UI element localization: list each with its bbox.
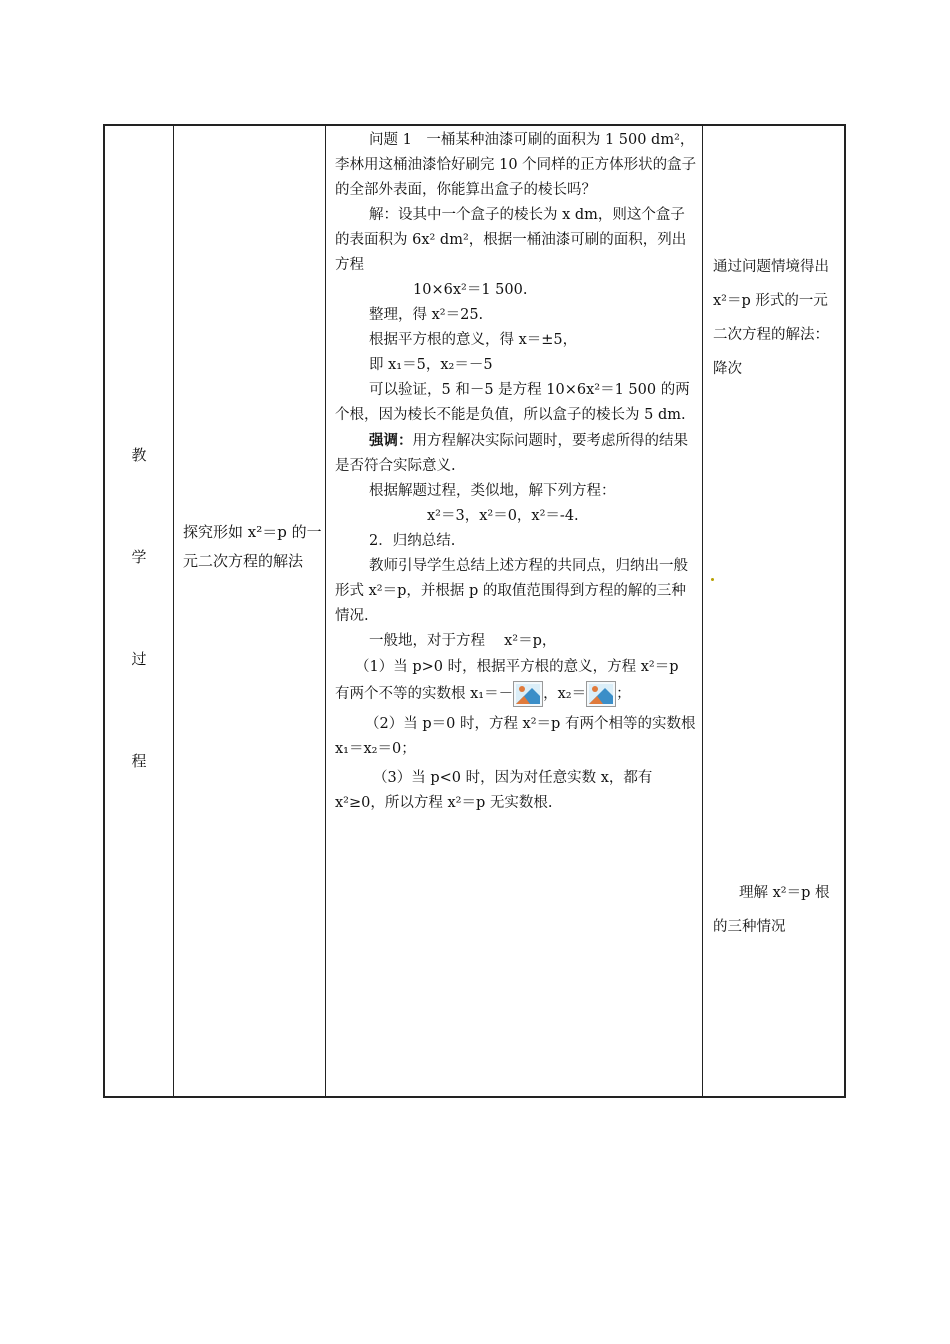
column-divider [173,126,174,1096]
exercise-equations: x²＝3，x²＝0，x²＝-4. [427,508,579,524]
stage-label-column [105,126,173,1096]
summary-text: 教师引导学生总结上述方程的共同点，归纳出一般形式 x²＝p，并根据 p 的取值范围得到方程的解的三种情况. [335,558,688,624]
solution-text: 解：设其中一个盒子的棱长为 x dm，则这个盒子的表面积为 6x² dm²，根据一桶油漆可刷的面积，列出方程 [335,207,687,273]
emphasis-text [335,428,697,479]
column-divider [702,126,703,1096]
case-1-text: （1）当 p>0 时，根据平方根的意义，方程 x²＝p 有两个不等的实数根 x₁＝－ ，x₂＝ ； [335,654,697,708]
emphasis-label: 强调： [369,432,413,449]
design-intent-1: 通过问题情境得出 x²＝p 形式的一元二次方程的解法：降次 [713,259,829,377]
activity-title: 探究形如 x²＝p 的一元二次方程的解法 [183,523,322,570]
step-line: 根据平方根的意义，得 x＝±5， [369,332,578,348]
lesson-table [103,124,846,1098]
stage-char: 过 [131,650,147,668]
image-placeholder-icon [586,681,616,707]
step-line: 整理，得 x²＝25. [369,307,484,323]
stage-char: 教 [131,446,147,464]
step-line: 即 x₁＝5，x₂＝－5 [369,357,493,373]
image-placeholder-icon [513,681,543,707]
stage-char: 程 [131,752,147,770]
stage-char: 学 [131,548,147,566]
marker-dot [711,578,714,581]
problem-text: 问题 1 一桶某种油漆可刷的面积为 1 500 dm²，李林用这桶油漆恰好刷完 10 个同样的正方体形状的盒子的全部外表面，你能算出盒子的棱长吗？ [335,132,697,198]
case-3-text: （3）当 p<0 时，因为对任意实数 x，都有 x²≥0，所以方程 x²＝p 无实数根. [335,770,653,811]
column-divider [325,126,326,1096]
case-2-text: （2）当 p＝0 时，方程 x²＝p 有两个相等的实数根 x₁＝x₂＝0； [335,716,696,757]
general-case-text: 一般地，对于方程 x²＝p， [369,633,557,649]
equation-line: 10×6x²＝1 500. [413,282,528,298]
design-intent-2: 理解 x²＝p 根的三种情况 [713,885,830,935]
summary-heading: 2．归纳总结. [369,533,456,549]
emphasis-body: 用方程解决实际问题时，要考虑所得的结果是否符合实际意义. [335,433,688,474]
exercise-intro: 根据解题过程，类似地，解下列方程： [369,483,616,499]
teaching-content [335,128,697,816]
verification-text: 可以验证，5 和－5 是方程 10×6x²＝1 500 的两个根，因为棱长不能是负值，所以盒子的棱长为 5 dm. [335,382,690,423]
